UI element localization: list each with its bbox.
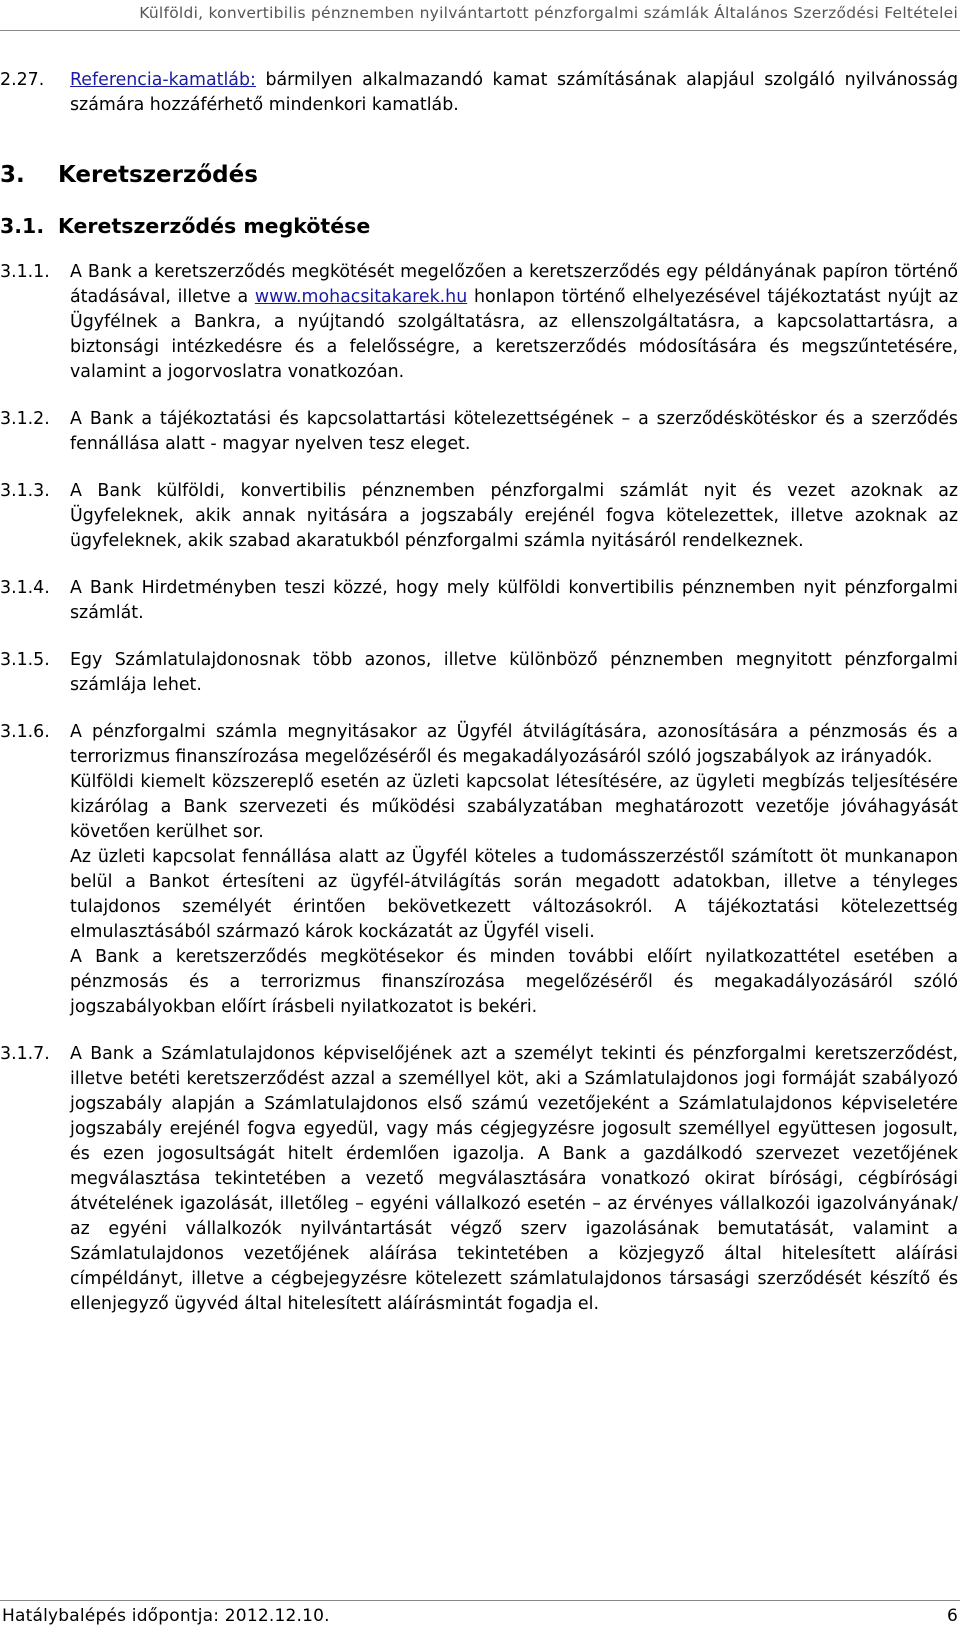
heading-title: Keretszerződés megkötése xyxy=(58,214,371,238)
heading-3-1 xyxy=(0,212,958,240)
section-number: 2.27. xyxy=(0,70,45,90)
footer-rule xyxy=(0,1600,960,1601)
heading-number: 3. xyxy=(0,162,25,188)
effective-date: Hatálybalépés időpontja: 2012.12.10. xyxy=(2,1606,330,1626)
section-text xyxy=(70,68,958,118)
website-link[interactable]: www.mohacsitakarek.hu xyxy=(254,287,468,307)
item-text: A Bank a Számlatulajdonos képviselőjének azt a személyt tekinti és pénzforgalmi keretszerződést, illetve betéti keretszerződést azzal a személlyel köt, aki a Számlatulajdonos jogi formáját szabályozó jogszabály alapján a Számlatulajdonos első számú vezetőjeként a Számlatulajdonos képviseletére jogszabály erejénél fogva egyedül, vagy más cégjegyzésre jogosult személlyel együttesen jogosult, és ezen jogosultságát hitelt érdemlően igazolja. A Bank a gazdálkodó szervezet vezetőjének megválasztása tekintetében a vezető megválasztására vonatkozó okirat bírósági, cégbírósági átvételének igazolását, illetőleg – egyéni vállalkozó esetén – az érvényes vállalkozói igazolványának/ az egyéni vállalkozók nyilvántartását végző szerv igazolásának bemutatását, valamint a Számlatulajdonos vezetőjének aláírása tekintetében a közjegyző által hitelesített aláírási címpéldányt, illetve a cégbejegyzésre kötelezett számlatulajdonos társasági szerződését készítő és ellenjegyző ügyvéd által hitelesített aláírásmintát fogadja el. xyxy=(70,1044,958,1314)
item-text xyxy=(70,260,958,385)
item-number: 3.1.5. xyxy=(0,650,50,670)
item-3-1-2 xyxy=(0,407,958,457)
page-footer xyxy=(0,1603,960,1629)
item-text: A Bank a tájékoztatási és kapcsolattartási kötelezettségének – a szerződéskötéskor és a szerződés fennállása alatt - magyar nyelven tesz eleget. xyxy=(70,409,958,454)
item-number: 3.1.2. xyxy=(0,409,50,429)
item-3-1-7 xyxy=(0,1042,958,1317)
item-number: 3.1.1. xyxy=(0,262,50,282)
paragraph: A pénzforgalmi számla megnyitásakor az Ügyfél átvilágítására, azonosítására a pénzmosás és a terrorizmus finanszírozása megelőzéséről és megakadályozásáról szóló jogszabályok az irányadók. xyxy=(70,722,958,767)
document-body xyxy=(0,68,958,1317)
term-link[interactable]: Referencia-kamatláb: xyxy=(70,70,256,90)
term-definition: bármilyen alkalmazandó kamat számításának alapjául szolgáló nyilvánosság számára hozzáférhető mindenkori kamatláb. xyxy=(70,70,958,115)
paragraph: Az üzleti kapcsolat fennállása alatt az Ügyfél köteles a tudomásszerzéstől számított öt munkanapon belül a Bankot értesíteni az ügyfél-átvilágítás során megadott adatokban, illetve a tényleges tulajdonos személyét érintően bekövetkezett változásokról. A tájékoztatási kötelezettség elmulasztásából származó károk kockázatát az Ügyfél viseli. xyxy=(70,847,958,942)
item-3-1-6 xyxy=(0,720,958,1020)
item-number: 3.1.7. xyxy=(0,1044,50,1064)
paragraph: Külföldi kiemelt közszereplő esetén az üzleti kapcsolat létesítésére, az ügyleti megbízás teljesítésére kizárólag a Bank szervezeti és működési szabályzatában meghatározott vezetője jóváhagyását követően kerülhet sor. xyxy=(70,772,958,842)
item-number: 3.1.6. xyxy=(0,722,50,742)
item-text xyxy=(70,720,958,1020)
item-3-1-5 xyxy=(0,648,958,698)
heading-number: 3.1. xyxy=(0,214,45,238)
item-3-1-1 xyxy=(0,260,958,385)
item-number: 3.1.4. xyxy=(0,578,50,598)
item-text-part: A Bank a keretszerződés megkötését megelőzően a keretszerződés egy példányának papíron történő átadásával, illetve a xyxy=(70,262,958,307)
item-text-part: honlapon történő elhelyezésével tájékoztatást nyújt az Ügyfélnek a Bankra, a nyújtandó szolgáltatásra, az ellenszolgáltatásra, a kapcsolattartásra, a biztonsági intézkedésre és a felelősségre, a keretszerződés módosítására és megszűntetésére, valamint a jogorvoslatra vonatkozóan. xyxy=(70,287,958,382)
page-number: 6 xyxy=(946,1606,958,1626)
item-3-1-4 xyxy=(0,576,958,626)
paragraph: A Bank a keretszerződés megkötésekor és minden további előírt nyilatkozattétel esetében a pénzmosás és a terrorizmus finanszírozása megelőzéséről és megakadályozásáról szóló jogszabályokban előírt írásbeli nyilatkozatot is bekéri. xyxy=(70,947,958,1017)
header-rule xyxy=(0,30,960,31)
section-2-27 xyxy=(0,68,958,118)
page-header: Külföldi, konvertibilis pénznemben nyilvántartott pénzforgalmi számlák Általános Szerződési Feltételei xyxy=(139,4,958,22)
item-text: A Bank külföldi, konvertibilis pénznemben pénzforgalmi számlát nyit és vezet azoknak az Ügyfeleknek, akik annak nyitására a jogszabály erejénél fogva kötelezettek, illetve azoknak az ügyfeleknek, akik szabad akaratukból pénzforgalmi számla nyitásáról rendelkeznek. xyxy=(70,481,958,551)
heading-title: Keretszerződés xyxy=(58,162,258,188)
item-number: 3.1.3. xyxy=(0,481,50,501)
heading-3 xyxy=(0,160,958,190)
item-3-1-3 xyxy=(0,479,958,554)
item-text: Egy Számlatulajdonosnak több azonos, illetve különböző pénznemben megnyitott pénzforgalmi számlája lehet. xyxy=(70,650,958,695)
item-text: A Bank Hirdetményben teszi közzé, hogy mely külföldi konvertibilis pénznemben nyit pénzforgalmi számlát. xyxy=(70,578,958,623)
